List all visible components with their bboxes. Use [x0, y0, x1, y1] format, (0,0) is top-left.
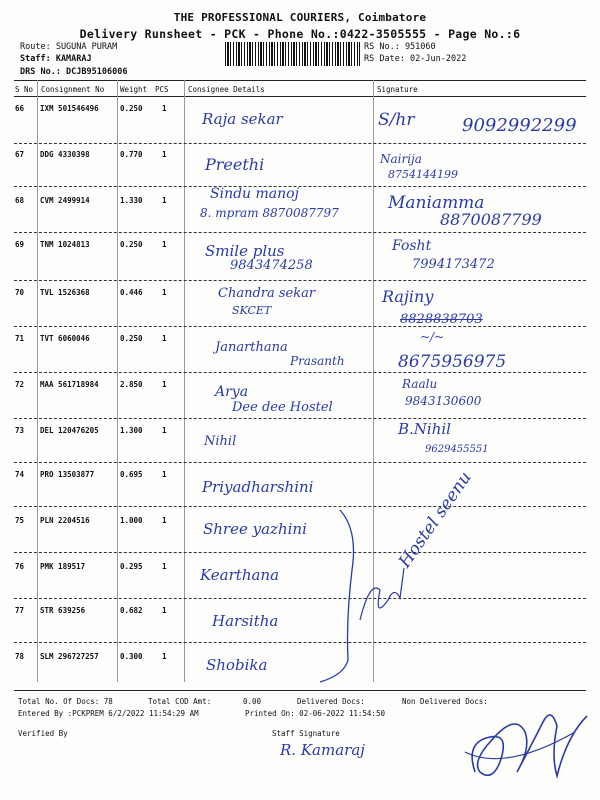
row-consignee-extra: SKCET	[232, 304, 272, 317]
row-consignee: Priyadharshini	[202, 478, 314, 496]
row-consignee: Sindu manoj	[210, 186, 299, 202]
row-divider	[14, 326, 586, 327]
row-consignee: Arya	[215, 384, 249, 400]
barcode	[225, 42, 360, 66]
row-pcs: 1	[162, 334, 167, 343]
row-sno: 78	[15, 652, 25, 661]
row-weight: 0.695	[120, 470, 143, 479]
row-weight: 0.682	[120, 606, 143, 615]
row-consignment: TVL 1526368	[40, 288, 90, 297]
row-pcs: 1	[162, 240, 167, 249]
row-sno: 72	[15, 380, 25, 389]
row-signature: 9092992299	[462, 115, 577, 136]
row-pcs: 1	[162, 652, 167, 661]
row-consignment: CVM 2499914	[40, 196, 90, 205]
row-weight: 1.300	[120, 426, 143, 435]
col-weight: Weight	[120, 85, 148, 94]
row-consignment: PLN 2204516	[40, 516, 90, 525]
row-sno: 67	[15, 150, 25, 159]
col-divider	[117, 80, 118, 682]
row-signature: 8675956975	[398, 352, 507, 372]
row-pcs: 1	[162, 150, 167, 159]
row-consignee: Shobika	[206, 656, 268, 674]
row-divider	[14, 418, 586, 419]
row-pcs: 1	[162, 606, 167, 615]
row-consignment: MAA 561718984	[40, 380, 99, 389]
row-sno: 69	[15, 240, 25, 249]
row-weight: 0.446	[120, 288, 143, 297]
signature-scribble: B.Nihil	[398, 420, 451, 438]
row-consignee: Janarthana	[215, 340, 288, 355]
total-cod-label: Total COD Amt:	[148, 697, 212, 706]
route-label: Route: SUGUNA PURAM	[20, 42, 118, 52]
row-weight: 0.295	[120, 562, 143, 571]
row-signature: 9629455551	[425, 444, 489, 455]
row-weight: 0.300	[120, 652, 143, 661]
col-pcs: PCS	[155, 85, 169, 94]
non-delivered-docs: Non Delivered Docs:	[402, 697, 488, 706]
row-consignee: Raja sekar	[202, 110, 283, 128]
col-sno: S No	[15, 85, 34, 94]
row-divider	[14, 462, 586, 463]
row-weight: 0.770	[120, 150, 143, 159]
row-consignment: PMK 189517	[40, 562, 86, 571]
signature-scribble: Raalu	[402, 377, 438, 391]
signature-scribble: Fosht	[392, 238, 432, 254]
table-header-rule	[14, 96, 586, 97]
row-divider	[14, 232, 586, 233]
row-weight: 2.850	[120, 380, 143, 389]
row-signature: Rajiny	[382, 287, 434, 306]
signature-scribble: S/hr	[378, 110, 415, 130]
col-divider	[37, 80, 38, 682]
row-consignment: DDG 4330398	[40, 150, 90, 159]
company-title: THE PROFESSIONAL COURIERS, Coimbatore	[173, 11, 427, 24]
row-weight: 1.000	[120, 516, 143, 525]
row-signature: 7994173472	[412, 257, 495, 272]
delivered-docs: Delivered Docs:	[297, 697, 365, 706]
row-sno: 70	[15, 288, 25, 297]
row-pcs: 1	[162, 470, 167, 479]
runsheet-subtitle: Delivery Runsheet - PCK - Phone No.:0422-3505555 - Page No.:6	[79, 27, 521, 41]
drs-label: DRS No.: DCJB95106006	[20, 67, 128, 77]
row-signature: 9843130600	[405, 394, 482, 408]
row-consignee: Harsitha	[212, 612, 279, 630]
total-docs: Total No. Of Docs: 78	[18, 697, 113, 706]
group-note: Hostel seenu	[395, 468, 476, 572]
row-weight: 1.330	[120, 196, 143, 205]
row-pcs: 1	[162, 426, 167, 435]
col-consignee: Consignee Details	[188, 85, 265, 94]
col-divider	[184, 80, 185, 682]
row-weight: 0.250	[120, 240, 143, 249]
row-sno: 68	[15, 196, 25, 205]
staff-signature: R. Kamaraj	[280, 741, 365, 759]
row-consignee-extra: Prasanth	[290, 354, 345, 368]
row-signature-extra: 8870087799	[440, 210, 542, 229]
row-pcs: 1	[162, 288, 167, 297]
row-consignee: Chandra sekar	[218, 286, 316, 301]
row-pcs: 1	[162, 562, 167, 571]
footer-rule	[14, 690, 586, 691]
row-consignment: TVT 6060046	[40, 334, 90, 343]
row-sno: 75	[15, 516, 25, 525]
row-pcs: 1	[162, 380, 167, 389]
col-consignment: Consignment No	[41, 85, 105, 94]
row-sno: 73	[15, 426, 25, 435]
table-top-rule	[14, 80, 586, 81]
row-signature: Nairija	[380, 152, 422, 166]
row-consignment: SLM 296727257	[40, 652, 99, 661]
row-consignment: DEL 120476205	[40, 426, 99, 435]
row-consignee: Shree yazhini	[203, 520, 307, 538]
row-sno: 74	[15, 470, 25, 479]
row-consignee-extra: 8. mpram 8870087797	[200, 206, 339, 220]
rs-number: RS No.: 951060	[364, 42, 436, 52]
row-divider	[14, 186, 586, 187]
rs-date: RS Date: 02-Jun-2022	[364, 54, 467, 64]
row-sno: 71	[15, 334, 25, 343]
row-consignee: Preethi	[205, 155, 265, 174]
row-consignee-extra: 9843474258	[230, 258, 313, 273]
row-consignment: PRO 13503877	[40, 470, 95, 479]
row-signature-extra: 8754144199	[388, 168, 458, 181]
row-consignee: Smile plus	[205, 242, 285, 260]
col-signature: Signature	[377, 85, 418, 94]
row-sno: 66	[15, 104, 25, 113]
row-signature: Maniamma	[388, 193, 485, 213]
row-consignee: Nihil	[204, 434, 237, 449]
row-sno: 77	[15, 606, 25, 615]
row-signature-extra: 8828838703	[400, 312, 483, 327]
row-consignee-extra: Dee dee Hostel	[232, 400, 333, 415]
verifier-signature-scribble	[455, 692, 595, 797]
row-divider	[14, 280, 586, 281]
row-consignment: IXM 501546496	[40, 104, 99, 113]
total-cod-value: 0.00	[243, 697, 262, 706]
verified-by: Verified By	[18, 729, 68, 738]
row-consignment: TNM 1024813	[40, 240, 90, 249]
signature-scribble: ~/~	[420, 330, 445, 344]
row-divider	[14, 143, 586, 144]
row-sno: 76	[15, 562, 25, 571]
entered-by: Entered By :PCKPREM 6/2/2022 11:54:29 AM	[18, 709, 199, 718]
staff-signature-label: Staff Signature	[272, 729, 340, 738]
row-weight: 0.250	[120, 334, 143, 343]
row-consignee: Kearthana	[200, 566, 280, 584]
row-pcs: 1	[162, 104, 167, 113]
row-weight: 0.250	[120, 104, 143, 113]
row-divider	[14, 372, 586, 373]
printed-on: Printed On: 02-06-2022 11:54:50	[245, 709, 385, 718]
row-pcs: 1	[162, 516, 167, 525]
row-pcs: 1	[162, 196, 167, 205]
staff-label: Staff: KAMARAJ	[20, 54, 92, 64]
row-consignment: STR 639256	[40, 606, 86, 615]
